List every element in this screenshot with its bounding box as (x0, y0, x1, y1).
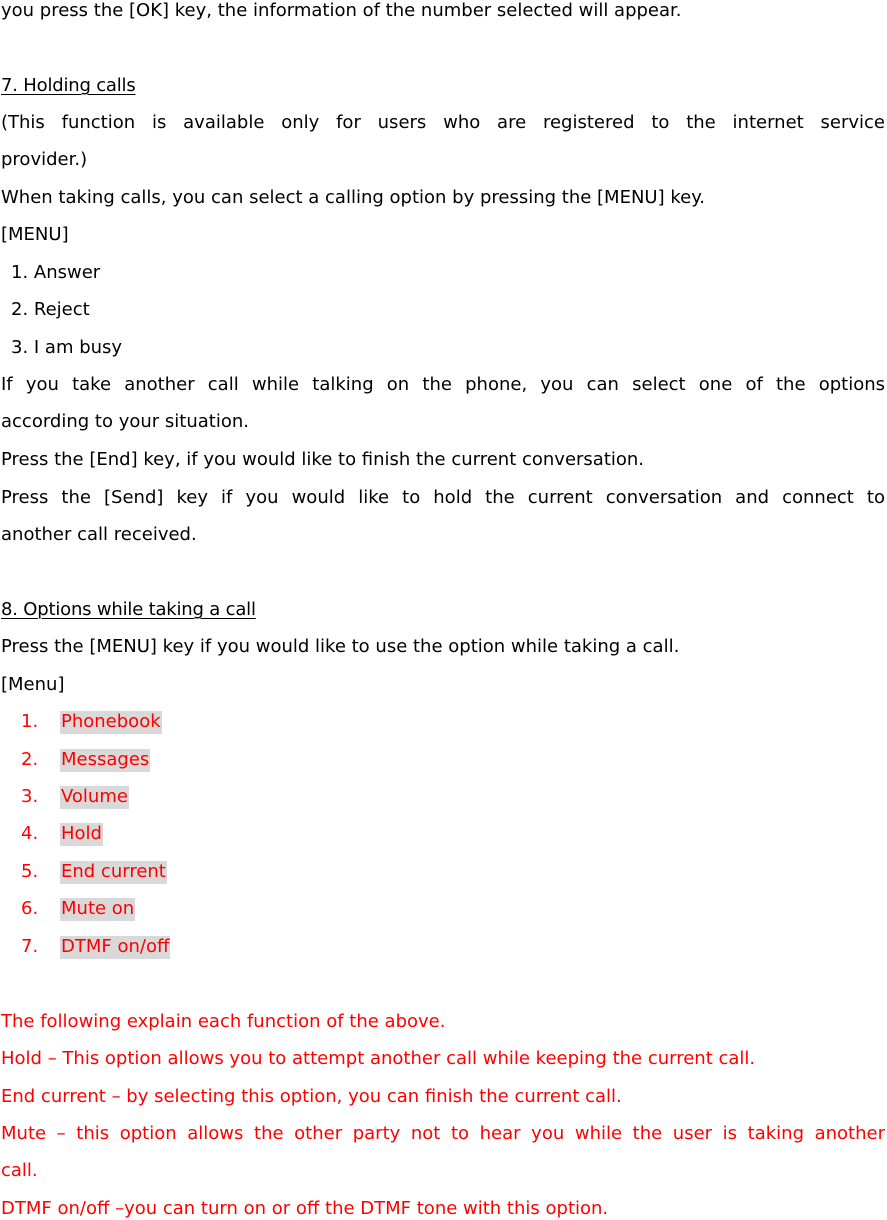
explain-hold: Hold – This option allows you to attempt another call while keeping the current call. (1, 1048, 756, 1069)
menu-item-number: 3. (21, 786, 39, 807)
menu-item-dtmf: DTMF on/off (61, 936, 170, 957)
menu-item-messages: Messages (61, 749, 150, 770)
menu-item-hold: Hold (61, 823, 102, 844)
menu-item-number: 2. (21, 749, 39, 770)
section8-heading: 8. Options while taking a call (1, 599, 256, 620)
section7-send-key-line1: Press the [Send] key if you would like to hold the current conversation and connect to (1, 487, 885, 508)
section7-heading: 7. Holding calls (1, 75, 136, 96)
explain-dtmf: DTMF on/off –you can turn on or off the DTMF tone with this option. (1, 1198, 609, 1219)
section7-end-key-text: Press the [End] key, if you would like to finish the current conversation. (1, 449, 645, 470)
section7-menu-item-busy: 3. I am busy (11, 337, 123, 358)
menu-item-mute-on: Mute on (61, 898, 135, 919)
menu-item-phonebook: Phonebook (61, 711, 161, 732)
explain-intro: The following explain each function of the above. (1, 1011, 446, 1032)
section7-availability-line2: provider.) (1, 149, 88, 170)
menu-item-end-current: End current (61, 861, 166, 882)
menu-item-volume: Volume (61, 786, 128, 807)
section8-press-text: Press the [MENU] key if you would like to use the option while taking a call. (1, 636, 680, 657)
section8-menu-label: [Menu] (1, 674, 65, 695)
menu-item-number: 6. (21, 898, 39, 919)
section7-menu-label: [MENU] (1, 224, 69, 245)
section7-send-key-line2: another call received. (1, 524, 197, 545)
intro-line: you press the [OK] key, the information of the number selected will appear. (1, 0, 682, 21)
section7-menu-item-answer: 1. Answer (11, 262, 101, 283)
menu-item-number: 7. (21, 936, 39, 957)
explain-end-current: End current – by selecting this option, you can finish the current call. (1, 1086, 622, 1107)
section7-options-line1: If you take another call while talking on the phone, you can select one of the options (1, 374, 885, 395)
section7-menu-item-reject: 2. Reject (11, 299, 90, 320)
menu-item-number: 1. (21, 711, 39, 732)
menu-item-number: 4. (21, 823, 39, 844)
section7-availability-line1: (This function is available only for users who are registered to the internet service (1, 112, 885, 133)
explain-mute-line2: call. (1, 1160, 38, 1181)
section7-select-text: When taking calls, you can select a calling option by pressing the [MENU] key. (1, 187, 706, 208)
menu-item-number: 5. (21, 861, 39, 882)
explain-mute-line1: Mute – this option allows the other party not to hear you while the user is taking another (1, 1123, 885, 1144)
section7-options-line2: according to your situation. (1, 411, 249, 432)
